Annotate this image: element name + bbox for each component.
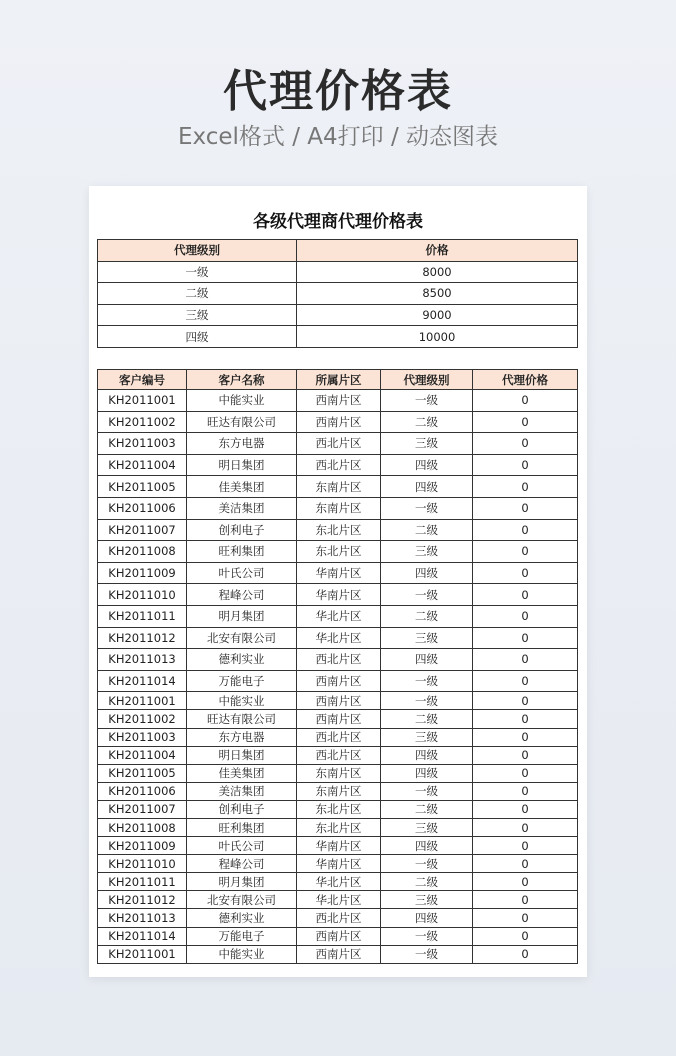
table-cell[interactable]: 四级 <box>381 909 473 927</box>
table-cell[interactable]: 0 <box>473 909 578 927</box>
table-cell[interactable]: 0 <box>473 605 578 627</box>
table-cell[interactable]: 0 <box>473 670 578 692</box>
table-cell[interactable]: 9000 <box>297 304 578 326</box>
table-row <box>98 927 578 945</box>
table-cell[interactable]: KH2011009 <box>98 562 187 584</box>
table-cell[interactable]: 0 <box>473 411 578 433</box>
table-cell[interactable]: 德利实业 <box>187 649 297 671</box>
table-cell[interactable]: 东北片区 <box>297 541 381 563</box>
table-cell[interactable]: 三级 <box>381 728 473 746</box>
table-cell[interactable]: 一级 <box>381 855 473 873</box>
table-cell[interactable]: 万能电子 <box>187 927 297 945</box>
table-cell[interactable]: KH2011008 <box>98 541 187 563</box>
table-cell[interactable]: KH2011013 <box>98 649 187 671</box>
table-cell[interactable]: 0 <box>473 927 578 945</box>
price-table-header-row <box>98 240 578 262</box>
table-cell[interactable]: 0 <box>473 584 578 606</box>
table-cell[interactable]: KH2011002 <box>98 710 187 728</box>
table-cell[interactable]: 三级 <box>98 304 297 326</box>
table-row <box>98 764 578 782</box>
price-table <box>97 239 578 348</box>
table-cell[interactable]: 东南片区 <box>297 782 381 800</box>
table-cell[interactable]: 二级 <box>98 283 297 305</box>
table-cell[interactable]: 一级 <box>381 782 473 800</box>
table-cell[interactable]: 0 <box>473 728 578 746</box>
table-cell[interactable]: 德利实业 <box>187 909 297 927</box>
table-cell[interactable]: 二级 <box>381 605 473 627</box>
table-cell[interactable]: KH2011007 <box>98 800 187 818</box>
table-cell[interactable]: 三级 <box>381 627 473 649</box>
table-cell[interactable]: KH2011004 <box>98 454 187 476</box>
table-cell[interactable]: 西南片区 <box>297 710 381 728</box>
table-cell[interactable]: 二级 <box>381 411 473 433</box>
table-cell[interactable]: KH2011001 <box>98 945 187 963</box>
table-cell[interactable]: 明月集团 <box>187 605 297 627</box>
table-cell[interactable]: 四级 <box>381 454 473 476</box>
table-cell[interactable]: 8500 <box>297 283 578 305</box>
table-cell[interactable]: 一级 <box>381 390 473 412</box>
table-cell[interactable]: 创利电子 <box>187 519 297 541</box>
table-cell[interactable]: 华南片区 <box>297 562 381 584</box>
table-cell[interactable]: 万能电子 <box>187 670 297 692</box>
table-cell[interactable]: KH2011014 <box>98 927 187 945</box>
table-cell[interactable]: 中能实业 <box>187 390 297 412</box>
table-cell[interactable]: 叶氏公司 <box>187 562 297 584</box>
table-cell[interactable]: 四级 <box>381 562 473 584</box>
table-cell[interactable]: 程峰公司 <box>187 584 297 606</box>
table-cell[interactable]: 华南片区 <box>297 584 381 606</box>
table-row <box>98 390 578 412</box>
table-cell[interactable]: 0 <box>473 818 578 836</box>
table-cell[interactable]: 程峰公司 <box>187 855 297 873</box>
table-row <box>98 837 578 855</box>
table-cell[interactable]: 四级 <box>381 476 473 498</box>
table-cell[interactable]: 西南片区 <box>297 692 381 710</box>
table-cell[interactable]: 明日集团 <box>187 454 297 476</box>
table-cell[interactable]: 中能实业 <box>187 945 297 963</box>
table-cell[interactable]: 三级 <box>381 818 473 836</box>
table-cell[interactable]: 一级 <box>381 692 473 710</box>
customer-table-column-header: 客户编号 <box>98 370 187 390</box>
table-cell[interactable]: 0 <box>473 454 578 476</box>
table-cell[interactable]: KH2011014 <box>98 670 187 692</box>
table-cell[interactable]: 北安有限公司 <box>187 627 297 649</box>
page-title: 代理价格表 <box>223 66 453 117</box>
table-cell[interactable]: 东南片区 <box>297 497 381 519</box>
table-cell[interactable]: 东北片区 <box>297 818 381 836</box>
table-row <box>98 945 578 963</box>
table-cell[interactable]: 二级 <box>381 710 473 728</box>
table-row <box>98 710 578 728</box>
table-cell[interactable]: 二级 <box>381 519 473 541</box>
table-cell[interactable]: 0 <box>473 782 578 800</box>
price-table-column-header: 价格 <box>297 240 578 262</box>
table-cell[interactable]: 西北片区 <box>297 746 381 764</box>
table-cell[interactable]: KH2011001 <box>98 692 187 710</box>
table-cell[interactable]: KH2011012 <box>98 891 187 909</box>
table-cell[interactable]: 0 <box>473 541 578 563</box>
table-cell[interactable]: 东南片区 <box>297 764 381 782</box>
table-cell[interactable]: KH2011013 <box>98 909 187 927</box>
table-cell[interactable]: 0 <box>473 519 578 541</box>
table-row <box>98 541 578 563</box>
table-cell[interactable]: KH2011003 <box>98 728 187 746</box>
table-cell[interactable]: 明日集团 <box>187 746 297 764</box>
table-cell[interactable]: 佳美集团 <box>187 476 297 498</box>
table-cell[interactable]: 三级 <box>381 433 473 455</box>
table-row <box>98 497 578 519</box>
table-cell[interactable]: 创利电子 <box>187 800 297 818</box>
table-cell[interactable]: 四级 <box>381 649 473 671</box>
table-row <box>98 692 578 710</box>
table-cell[interactable]: KH2011002 <box>98 411 187 433</box>
table-cell[interactable]: 西北片区 <box>297 909 381 927</box>
table-cell[interactable]: 0 <box>473 433 578 455</box>
table-cell[interactable]: 四级 <box>381 746 473 764</box>
table-cell[interactable]: 四级 <box>381 764 473 782</box>
table-cell[interactable]: 旺达有限公司 <box>187 411 297 433</box>
table-cell[interactable]: 华北片区 <box>297 873 381 891</box>
table-cell[interactable]: 西南片区 <box>297 927 381 945</box>
table-cell[interactable]: 明月集团 <box>187 873 297 891</box>
table-row <box>98 283 578 305</box>
table-cell[interactable]: KH2011003 <box>98 433 187 455</box>
table-cell[interactable]: 0 <box>473 649 578 671</box>
table-cell[interactable]: 0 <box>473 855 578 873</box>
table-cell[interactable]: 西南片区 <box>297 945 381 963</box>
table-row <box>98 891 578 909</box>
table-row <box>98 627 578 649</box>
table-cell[interactable]: 四级 <box>98 326 297 348</box>
table-cell[interactable]: 一级 <box>381 945 473 963</box>
table-cell[interactable]: 0 <box>473 497 578 519</box>
spreadsheet-sheet <box>89 186 587 977</box>
customer-table-column-header: 客户名称 <box>187 370 297 390</box>
table-cell[interactable]: 西南片区 <box>297 390 381 412</box>
table-cell[interactable]: KH2011012 <box>98 627 187 649</box>
table-cell[interactable]: 西北片区 <box>297 649 381 671</box>
table-cell[interactable]: 叶氏公司 <box>187 837 297 855</box>
table-row <box>98 433 578 455</box>
table-cell[interactable]: 东北片区 <box>297 519 381 541</box>
table-row <box>98 800 578 818</box>
table-cell[interactable]: 一级 <box>381 497 473 519</box>
table-row <box>98 519 578 541</box>
table-cell[interactable]: 一级 <box>381 584 473 606</box>
table-cell[interactable]: 四级 <box>381 837 473 855</box>
table-cell[interactable]: KH2011006 <box>98 497 187 519</box>
table-cell[interactable]: 三级 <box>381 541 473 563</box>
table-cell[interactable]: KH2011004 <box>98 746 187 764</box>
table-cell[interactable]: 旺达有限公司 <box>187 710 297 728</box>
sheet-title: 各级代理商代理价格表 <box>253 212 423 232</box>
table-row <box>98 326 578 348</box>
table-cell[interactable]: 东方电器 <box>187 433 297 455</box>
table-cell[interactable]: KH2011006 <box>98 782 187 800</box>
table-cell[interactable]: KH2011011 <box>98 873 187 891</box>
table-row <box>98 261 578 283</box>
table-cell[interactable]: 8000 <box>297 261 578 283</box>
table-row <box>98 562 578 584</box>
table-cell[interactable]: 三级 <box>381 891 473 909</box>
table-cell[interactable]: KH2011005 <box>98 476 187 498</box>
table-cell[interactable]: 华南片区 <box>297 855 381 873</box>
table-cell[interactable]: KH2011010 <box>98 855 187 873</box>
table-cell[interactable]: 0 <box>473 800 578 818</box>
table-cell[interactable]: 0 <box>473 390 578 412</box>
table-row <box>98 746 578 764</box>
customer-table <box>97 369 578 964</box>
table-row <box>98 454 578 476</box>
table-cell[interactable]: 0 <box>473 710 578 728</box>
table-cell[interactable]: 东南片区 <box>297 476 381 498</box>
table-cell[interactable]: 佳美集团 <box>187 764 297 782</box>
table-cell[interactable]: 一级 <box>381 927 473 945</box>
customer-table-column-header: 所属片区 <box>297 370 381 390</box>
table-row <box>98 855 578 873</box>
table-cell[interactable]: KH2011007 <box>98 519 187 541</box>
table-cell[interactable]: 旺利集团 <box>187 541 297 563</box>
table-cell[interactable]: 西北片区 <box>297 433 381 455</box>
customer-table-header-row <box>98 370 578 390</box>
table-cell[interactable]: KH2011011 <box>98 605 187 627</box>
table-row <box>98 411 578 433</box>
table-cell[interactable]: 中能实业 <box>187 692 297 710</box>
page-subtitle: Excel格式 / A4打印 / 动态图表 <box>177 124 499 150</box>
table-cell[interactable]: 北安有限公司 <box>187 891 297 909</box>
table-cell[interactable]: 0 <box>473 476 578 498</box>
table-cell[interactable]: 0 <box>473 562 578 584</box>
table-cell[interactable]: 美洁集团 <box>187 497 297 519</box>
table-row <box>98 670 578 692</box>
table-row <box>98 605 578 627</box>
table-cell[interactable]: 0 <box>473 837 578 855</box>
table-row <box>98 728 578 746</box>
table-cell[interactable]: KH2011009 <box>98 837 187 855</box>
table-cell[interactable]: 西北片区 <box>297 728 381 746</box>
table-cell[interactable]: 0 <box>473 764 578 782</box>
table-cell[interactable]: 西北片区 <box>297 454 381 476</box>
table-cell[interactable]: KH2011008 <box>98 818 187 836</box>
customer-table-column-header: 代理价格 <box>473 370 578 390</box>
table-row <box>98 304 578 326</box>
table-cell[interactable]: 华北片区 <box>297 627 381 649</box>
table-cell[interactable]: KH2011010 <box>98 584 187 606</box>
table-row <box>98 909 578 927</box>
table-cell[interactable]: 华南片区 <box>297 837 381 855</box>
table-cell[interactable]: KH2011001 <box>98 390 187 412</box>
table-cell[interactable]: 东方电器 <box>187 728 297 746</box>
table-cell[interactable]: 西南片区 <box>297 411 381 433</box>
table-row <box>98 649 578 671</box>
table-row <box>98 584 578 606</box>
table-cell[interactable]: 一级 <box>381 670 473 692</box>
table-cell[interactable]: 0 <box>473 746 578 764</box>
table-cell[interactable]: 东北片区 <box>297 800 381 818</box>
table-row <box>98 873 578 891</box>
table-cell[interactable]: 一级 <box>98 261 297 283</box>
customer-table-column-header: 代理级别 <box>381 370 473 390</box>
table-row <box>98 782 578 800</box>
table-cell[interactable]: 0 <box>473 692 578 710</box>
table-cell[interactable]: 0 <box>473 627 578 649</box>
table-cell[interactable]: 二级 <box>381 873 473 891</box>
table-cell[interactable]: KH2011005 <box>98 764 187 782</box>
table-cell[interactable]: 西南片区 <box>297 670 381 692</box>
table-cell[interactable]: 0 <box>473 891 578 909</box>
price-table-column-header: 代理级别 <box>98 240 297 262</box>
table-row <box>98 818 578 836</box>
table-row <box>98 476 578 498</box>
table-cell[interactable]: 0 <box>473 873 578 891</box>
table-cell[interactable]: 华北片区 <box>297 891 381 909</box>
table-cell[interactable]: 二级 <box>381 800 473 818</box>
table-cell[interactable]: 0 <box>473 945 578 963</box>
table-cell[interactable]: 美洁集团 <box>187 782 297 800</box>
table-cell[interactable]: 10000 <box>297 326 578 348</box>
table-cell[interactable]: 旺利集团 <box>187 818 297 836</box>
table-cell[interactable]: 华北片区 <box>297 605 381 627</box>
